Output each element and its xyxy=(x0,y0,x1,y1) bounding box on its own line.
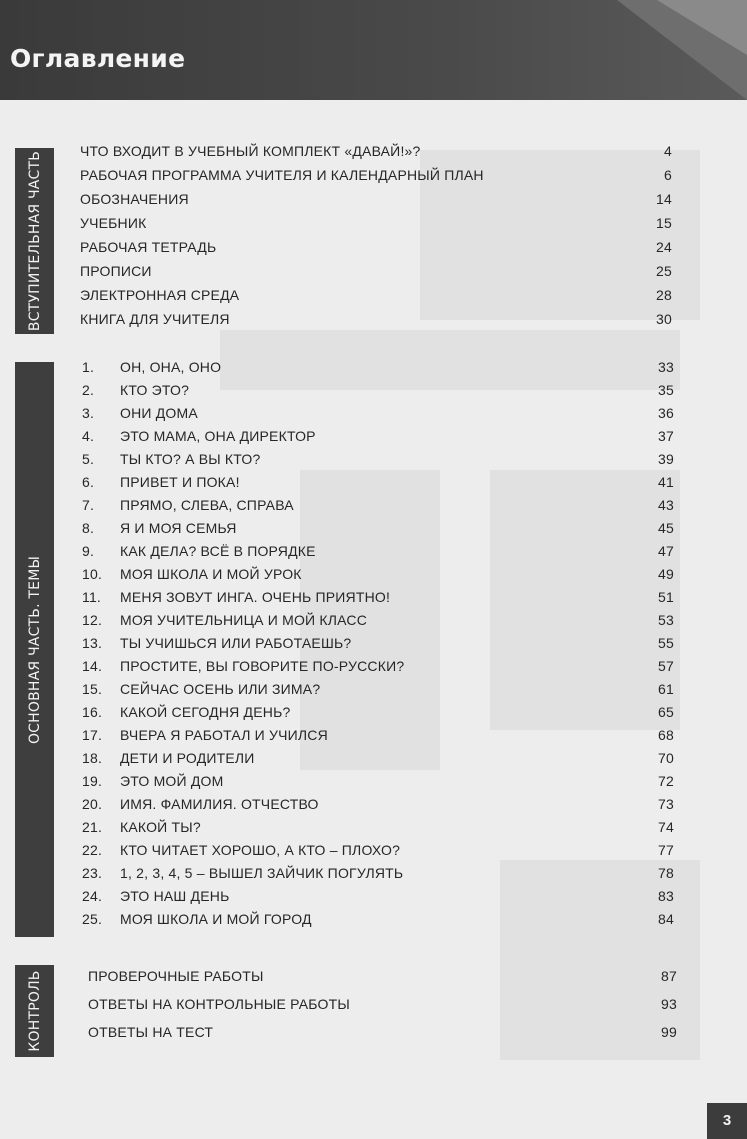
toc-entry[interactable] xyxy=(80,284,672,306)
toc-entry-number: 12. xyxy=(82,612,103,628)
toc-entry[interactable] xyxy=(80,308,672,330)
toc-entry-page: 47 xyxy=(658,543,674,559)
toc-entry-title: ДЕТИ И РОДИТЕЛИ xyxy=(120,750,255,766)
toc-entry-title: ОБОЗНАЧЕНИЯ xyxy=(80,191,189,207)
toc-entry[interactable] xyxy=(82,609,674,631)
toc-entry[interactable] xyxy=(82,356,674,378)
toc-entry-title: ПРОПИСИ xyxy=(80,263,152,279)
toc-entry-title: РАБОЧАЯ ТЕТРАДЬ xyxy=(80,239,217,255)
toc-entry-title: КАКОЙ ТЫ? xyxy=(120,819,201,835)
toc-entry-title: КТО ЧИТАЕТ ХОРОШО, А КТО – ПЛОХО? xyxy=(120,842,401,858)
toc-entry[interactable] xyxy=(82,402,674,424)
toc-entry-title: ОТВЕТЫ НА ТЕСТ xyxy=(88,1024,214,1040)
toc-entry-page: 53 xyxy=(658,612,674,628)
toc-entry-title: ИМЯ. ФАМИЛИЯ. ОТЧЕСТВО xyxy=(120,796,319,812)
toc-entry[interactable] xyxy=(82,540,674,562)
toc-entry-page: 55 xyxy=(658,635,674,651)
header-decoration-inner xyxy=(657,0,747,55)
toc-entry-page: 72 xyxy=(658,773,674,789)
toc-entry-title: МОЯ ШКОЛА И МОЙ УРОК xyxy=(120,566,302,582)
toc-entry-page: 28 xyxy=(656,287,672,303)
toc-entry-title: СЕЙЧАС ОСЕНЬ ИЛИ ЗИМА? xyxy=(120,681,321,697)
toc-entry-number: 9. xyxy=(82,543,95,559)
toc-entry-title: ОН, ОНА, ОНО xyxy=(120,359,222,375)
section-label-control: КОНТРОЛЬ xyxy=(26,970,43,1052)
toc-entry[interactable] xyxy=(82,839,674,861)
toc-entry-number: 2. xyxy=(82,382,95,398)
toc-entry-number: 24. xyxy=(82,888,103,904)
toc-entry-title: Я И МОЯ СЕМЬЯ xyxy=(120,520,237,536)
toc-entry-title: МОЯ УЧИТЕЛЬНИЦА И МОЙ КЛАСС xyxy=(120,612,368,628)
toc-entry[interactable] xyxy=(82,586,674,608)
toc-entry-number: 18. xyxy=(82,750,103,766)
toc-entry-title: МОЯ ШКОЛА И МОЙ ГОРОД xyxy=(120,911,312,927)
toc-entry[interactable] xyxy=(82,816,674,838)
toc-entry[interactable] xyxy=(82,747,674,769)
toc-entry-page: 25 xyxy=(656,263,672,279)
toc-entry-number: 17. xyxy=(82,727,103,743)
toc-entry-number: 6. xyxy=(82,474,95,490)
toc-entry[interactable] xyxy=(82,678,674,700)
toc-entry-page: 35 xyxy=(658,382,674,398)
toc-entry-number: 16. xyxy=(82,704,103,720)
toc-entry[interactable] xyxy=(80,188,672,210)
toc-entry-page: 4 xyxy=(664,143,672,159)
toc-entry-number: 21. xyxy=(82,819,103,835)
toc-entry-page: 99 xyxy=(661,1024,677,1040)
toc-entry-title: УЧЕБНИК xyxy=(80,215,147,231)
toc-entry[interactable] xyxy=(82,862,674,884)
toc-entry-title: 1, 2, 3, 4, 5 – ВЫШЕЛ ЗАЙЧИК ПОГУЛЯТЬ xyxy=(120,865,404,881)
toc-entry-number: 7. xyxy=(82,497,95,513)
toc-entry[interactable] xyxy=(80,164,672,186)
toc-entry-title: ЭЛЕКТРОННАЯ СРЕДА xyxy=(80,287,240,303)
toc-entry[interactable] xyxy=(82,632,674,654)
toc-entry-title: ПРОВЕРОЧНЫЕ РАБОТЫ xyxy=(88,968,264,984)
toc-entry-number: 15. xyxy=(82,681,103,697)
toc-entry-page: 36 xyxy=(658,405,674,421)
toc-entry-title: ВЧЕРА Я РАБОТАЛ И УЧИЛСЯ xyxy=(120,727,328,743)
toc-entry-page: 65 xyxy=(658,704,674,720)
toc-entry-title: ПРЯМО, СЛЕВА, СПРАВА xyxy=(120,497,294,513)
toc-entry-title: ЭТО НАШ ДЕНЬ xyxy=(120,888,230,904)
toc-entry-page: 70 xyxy=(658,750,674,766)
toc-entry[interactable] xyxy=(88,1021,677,1043)
toc-entry-number: 5. xyxy=(82,451,95,467)
toc-entry-title: ТЫ УЧИШЬСЯ ИЛИ РАБОТАЕШЬ? xyxy=(120,635,352,651)
toc-entry[interactable] xyxy=(80,236,672,258)
toc-entry[interactable] xyxy=(82,724,674,746)
toc-entry[interactable] xyxy=(82,885,674,907)
toc-entry[interactable] xyxy=(80,212,672,234)
toc-entry-page: 6 xyxy=(664,167,672,183)
toc-entry[interactable] xyxy=(82,494,674,516)
toc-entry-title: ОНИ ДОМА xyxy=(120,405,198,421)
toc-entry-title: КАКОЙ СЕГОДНЯ ДЕНЬ? xyxy=(120,704,291,720)
toc-entry-page: 43 xyxy=(658,497,674,513)
toc-entry-number: 25. xyxy=(82,911,103,927)
toc-entry-number: 13. xyxy=(82,635,103,651)
toc-entry-page: 37 xyxy=(658,428,674,444)
toc-entry[interactable] xyxy=(82,448,674,470)
toc-entry-number: 20. xyxy=(82,796,103,812)
toc-entry-title: ПРОСТИТЕ, ВЫ ГОВОРИТЕ ПО-РУССКИ? xyxy=(120,658,405,674)
toc-entry-page: 74 xyxy=(658,819,674,835)
toc-entry-page: 33 xyxy=(658,359,674,375)
toc-entry-title: МЕНЯ ЗОВУТ ИНГА. ОЧЕНЬ ПРИЯТНО! xyxy=(120,589,391,605)
page-number: 3 xyxy=(707,1103,747,1139)
toc-entry-page: 41 xyxy=(658,474,674,490)
toc-entry-page: 49 xyxy=(658,566,674,582)
toc-entry-number: 23. xyxy=(82,865,103,881)
toc-entry-page: 15 xyxy=(656,215,672,231)
toc-entry-page: 45 xyxy=(658,520,674,536)
toc-entry-title: ЭТО МОЙ ДОМ xyxy=(120,773,224,789)
toc-entry-page: 51 xyxy=(658,589,674,605)
toc-entry-page: 57 xyxy=(658,658,674,674)
toc-entry[interactable] xyxy=(82,563,674,585)
toc-entry-page: 93 xyxy=(661,996,677,1012)
toc-entry-page: 24 xyxy=(656,239,672,255)
toc-entry-page: 68 xyxy=(658,727,674,743)
toc-entry-page: 84 xyxy=(658,911,674,927)
toc-entry-page: 61 xyxy=(658,681,674,697)
toc-entry-number: 14. xyxy=(82,658,103,674)
toc-entry-title: РАБОЧАЯ ПРОГРАММА УЧИТЕЛЯ И КАЛЕНДАРНЫЙ ПЛАН xyxy=(80,167,484,183)
toc-entry[interactable] xyxy=(82,770,674,792)
toc-entry[interactable] xyxy=(82,471,674,493)
toc-entry-page: 87 xyxy=(661,968,677,984)
toc-entry-title: ЭТО МАМА, ОНА ДИРЕКТОР xyxy=(120,428,316,444)
section-bar-control xyxy=(15,965,54,1057)
section-label-topics: ОСНОВНАЯ ЧАСТЬ. ТЕМЫ xyxy=(26,555,43,744)
toc-entry-page: 73 xyxy=(658,796,674,812)
toc-entry-title: КНИГА ДЛЯ УЧИТЕЛЯ xyxy=(80,311,230,327)
toc-entry-page: 14 xyxy=(656,191,672,207)
toc-entry[interactable] xyxy=(80,260,672,282)
toc-entry-number: 1. xyxy=(82,359,95,375)
toc-entry-page: 30 xyxy=(656,311,672,327)
toc-entry-number: 19. xyxy=(82,773,103,789)
toc-entry-title: ТЫ КТО? А ВЫ КТО? xyxy=(120,451,261,467)
toc-entry[interactable] xyxy=(88,993,677,1015)
toc-entry-title: КАК ДЕЛА? ВСЁ В ПОРЯДКЕ xyxy=(120,543,316,559)
toc-entry-page: 77 xyxy=(658,842,674,858)
section-bar-intro xyxy=(15,148,54,334)
toc-entry-number: 4. xyxy=(82,428,95,444)
toc-entry[interactable] xyxy=(88,965,677,987)
toc-entry-number: 10. xyxy=(82,566,103,582)
toc-entry-title: ПРИВЕТ И ПОКА! xyxy=(120,474,240,490)
toc-entry-number: 8. xyxy=(82,520,95,536)
toc-entry[interactable] xyxy=(82,425,674,447)
page-title: Оглавление xyxy=(10,44,186,73)
toc-entry[interactable] xyxy=(82,793,674,815)
toc-entry-number: 22. xyxy=(82,842,103,858)
section-bar-topics xyxy=(15,362,54,937)
page-header xyxy=(0,0,747,100)
toc-entry[interactable] xyxy=(82,908,674,930)
toc-entry-page: 83 xyxy=(658,888,674,904)
toc-entry-page: 78 xyxy=(658,865,674,881)
toc-entry-title: ОТВЕТЫ НА КОНТРОЛЬНЫЕ РАБОТЫ xyxy=(88,996,350,1012)
toc-entry-number: 3. xyxy=(82,405,95,421)
toc-entry[interactable] xyxy=(82,379,674,401)
section-label-intro: ВСТУПИТЕЛЬНАЯ ЧАСТЬ xyxy=(26,150,43,332)
toc-entry[interactable] xyxy=(82,517,674,539)
toc-entry[interactable] xyxy=(82,701,674,723)
toc-entry-number: 11. xyxy=(82,589,102,605)
toc-entry-title: ЧТО ВХОДИТ В УЧЕБНЫЙ КОМПЛЕКТ «ДАВАЙ!»? xyxy=(80,143,421,159)
toc-entry-page: 39 xyxy=(658,451,674,467)
toc-entry-title: КТО ЭТО? xyxy=(120,382,190,398)
toc-entry[interactable] xyxy=(82,655,674,677)
toc-entry[interactable] xyxy=(80,140,672,162)
